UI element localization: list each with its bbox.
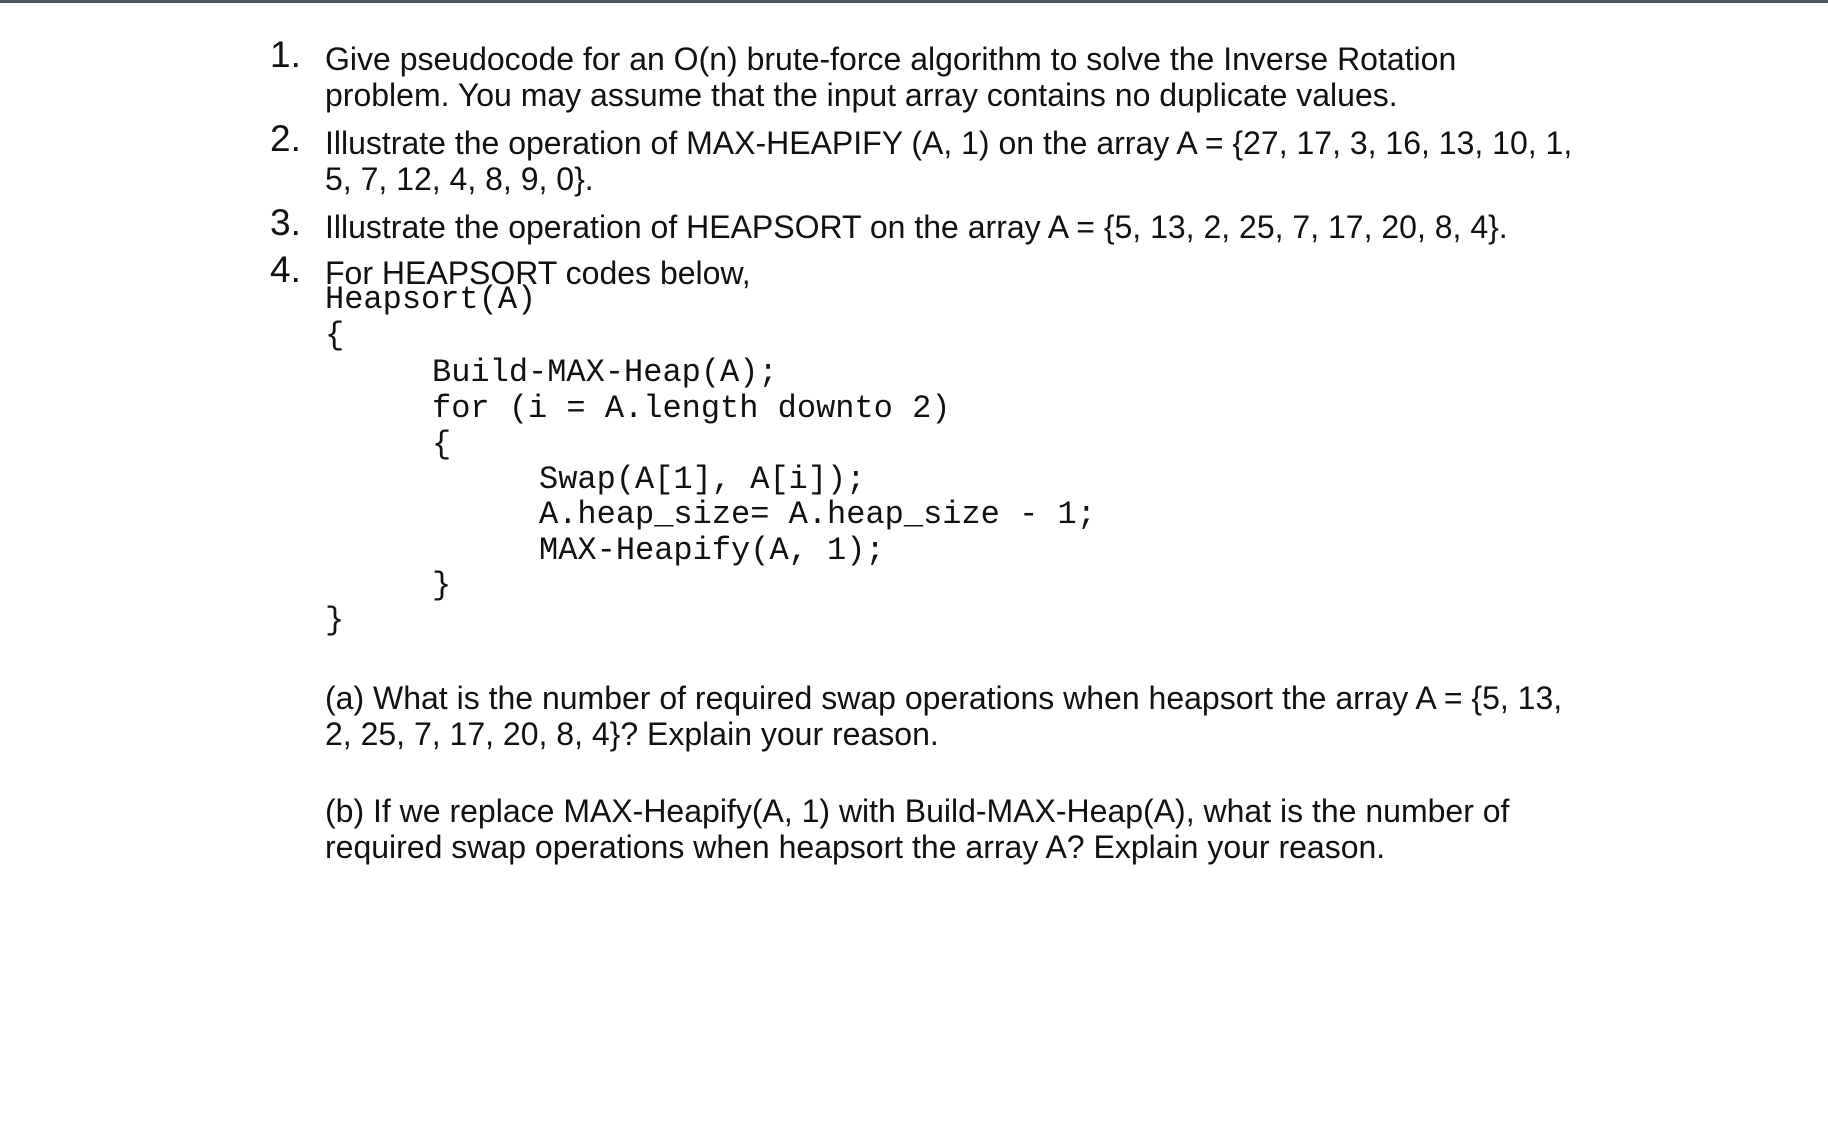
question-text-line: Illustrate the operation of HEAPSORT on the array A = {5, 13, 2, 25, 7, 17, 20, 8, 4}. — [325, 209, 1508, 245]
document-page — [0, 3, 1828, 1138]
question-number: 1. — [270, 34, 301, 75]
code-line: Build-MAX-Heap(A); — [432, 354, 778, 391]
code-line: A.heap_size= A.heap_size - 1; — [539, 496, 1096, 533]
question-number: 3. — [270, 202, 301, 243]
code-line: for (i = A.length downto 2) — [432, 390, 951, 427]
question-number: 4. — [270, 249, 301, 290]
question-number: 2. — [270, 118, 301, 159]
code-line: MAX-Heapify(A, 1); — [539, 532, 885, 569]
code-line: } — [325, 602, 345, 639]
code-line: Swap(A[1], A[i]); — [539, 461, 866, 498]
sub-question-text-line: (a) What is the number of required swap operations when heapsort the array A = {5, 13, — [325, 680, 1563, 716]
question-text-line: Give pseudocode for an O(n) brute-force algorithm to solve the Inverse Rotation — [325, 41, 1457, 77]
code-line: { — [325, 317, 345, 354]
sub-question-text-line: 2, 25, 7, 17, 20, 8, 4}? Explain your reason. — [325, 716, 939, 752]
code-line: Heapsort(A) — [325, 281, 537, 318]
question-text-line: For HEAPSORT codes below, — [325, 255, 751, 291]
question-text-line: 5, 7, 12, 4, 8, 9, 0}. — [325, 161, 594, 197]
code-line: { — [432, 426, 452, 463]
sub-question-text-line: required swap operations when heapsort the array A? Explain your reason. — [325, 829, 1386, 865]
code-line: } — [432, 567, 452, 604]
question-text-line: problem. You may assume that the input array contains no duplicate values. — [325, 77, 1398, 113]
question-text-line: Illustrate the operation of MAX-HEAPIFY (A, 1) on the array A = {27, 17, 3, 16, 13, 10, 1, — [325, 125, 1573, 161]
sub-question-text-line: (b) If we replace MAX-Heapify(A, 1) with Build-MAX-Heap(A), what is the number of — [325, 793, 1510, 829]
